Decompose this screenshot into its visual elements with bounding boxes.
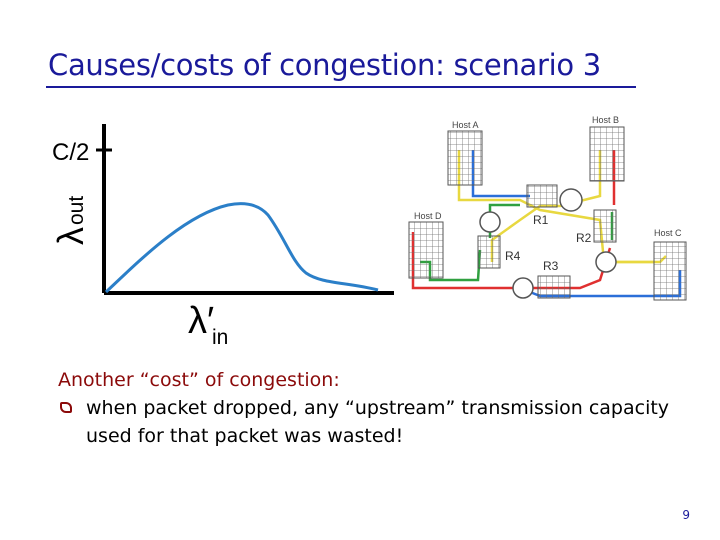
svg-text:Host C: Host C [654,228,682,238]
r4-link-icon [480,212,500,232]
router-label-r3: R3 [543,259,559,273]
host-c [654,228,686,300]
svg-text:in: in [212,326,229,349]
router-label-r1: R1 [533,213,549,227]
r3-link-icon [513,278,533,298]
r2-buffer [594,210,616,242]
y-tick-label: C/2 [52,139,90,166]
svg-text:λ′: λ′ [188,300,215,342]
slide-title: Causes/costs of congestion: scenario 3 [48,48,601,82]
host-d [409,211,443,278]
lead-sentence: Another “cost” of congestion: [58,369,340,391]
svg-text:Host A: Host A [452,120,479,130]
r1-link-icon [560,189,582,211]
svg-text:Host B: Host B [592,115,620,125]
router-label-r2: R2 [576,231,592,245]
body-text [58,366,698,450]
r2-link-icon [596,252,616,272]
r3-buffer [538,276,570,298]
host-a [448,120,482,185]
bullet-item [58,394,698,450]
svg-text:λout: λout [50,195,91,245]
bullet-text: when packet dropped, any “upstream” transmission capacity used for that packet was wasted! [86,397,670,447]
svg-text:Host D: Host D [414,211,442,221]
router-label-r4: R4 [505,249,521,263]
r1-buffer [527,185,557,207]
page-number: 9 [682,508,690,522]
r4-buffer [478,236,500,268]
host-b [590,115,624,181]
bullet-icon [60,402,72,413]
